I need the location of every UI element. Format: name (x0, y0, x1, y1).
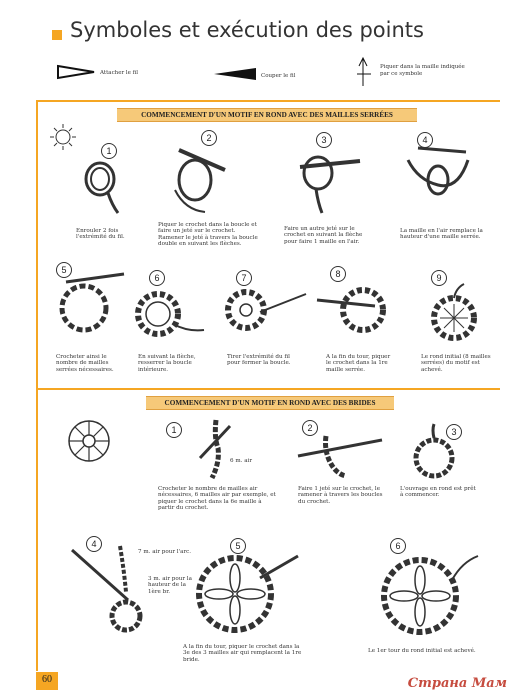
step-number: 4 (86, 536, 102, 552)
section2-title: COMMENCEMENT D'UN MOTIF EN ROND AVEC DES BRIDES (146, 396, 394, 410)
step-caption: L'ouvrage en rond est prêt à commencer. (400, 486, 476, 499)
step-number: 2 (201, 130, 217, 146)
yarn-loop-illustration (78, 155, 128, 215)
single-crochet-ring-illustration (46, 268, 126, 343)
step-number: 4 (417, 132, 433, 148)
legend-cut-label: Couper le fil (261, 73, 296, 79)
chain-ring-illustration (404, 424, 464, 484)
legend-insert-label: Piquer dans la maille indiquée par ce symbole (380, 64, 465, 77)
chain-note: 6 m. air (230, 458, 252, 464)
page-number: 60 (42, 674, 52, 685)
single-crochet-ring-illustration (128, 284, 208, 344)
step-number: 7 (236, 270, 252, 286)
step-caption: Crocheter ainsi le nombre de mailles serrées nécessaires. (56, 354, 114, 373)
step-caption: En suivant la flèche, resserrer la boucle intérieure. (138, 354, 196, 373)
step-number: 9 (431, 270, 447, 286)
step-number: 6 (390, 538, 406, 554)
step-caption: Le 1er tour du rond initial est achevé. (368, 648, 476, 654)
single-crochet-ring-illustration (220, 282, 310, 342)
finished-round-illustration (420, 282, 490, 352)
header-divider (36, 100, 500, 102)
hook-insert-arrow-icon (355, 56, 375, 88)
step-caption: Le rond initial (8 mailles serrées) du motif est achevé. (421, 354, 491, 373)
step-caption: A la fin du tour, piquer le crochet dans la 1re maille serrée. (326, 354, 391, 373)
chain-illustration (296, 430, 386, 480)
step-number: 1 (166, 422, 182, 438)
step-caption: Faire 1 jeté sur le crochet, le ramener à travers les boucles du crochet. (298, 486, 383, 505)
step-caption: Crocheter le nombre de mailles air nécessaires, 6 mailles air par exemple, et piquer le crochet dans la 6e maille à partir du crochet. (158, 486, 276, 512)
page-title: Symboles et exécution des points (70, 18, 424, 42)
double-crochet-round-illustration (190, 548, 300, 638)
step-number: 5 (230, 538, 246, 554)
double-crochet-ring-diagram (66, 418, 112, 464)
step-caption: Tirer l'extrémité du fil pour fermer la boucle. (227, 354, 291, 367)
watermark-logo: Страна Мам (407, 676, 507, 691)
hook-loop-illustration (398, 140, 478, 210)
step-caption: Faire un autre jeté sur le crochet en suivant la flèche pour faire 1 maille en l'air. (284, 226, 363, 245)
section1-title: COMMENCEMENT D'UN MOTIF EN ROND AVEC DES MAILLES SERRÉES (117, 108, 417, 122)
hook-loop-illustration (290, 145, 365, 215)
left-margin-rule (36, 101, 38, 671)
single-crochet-ring-illustration (315, 276, 405, 341)
attach-triangle-outline-icon (56, 64, 96, 80)
legend-attach-label: Attacher le fil (100, 70, 139, 76)
chain-illustration (190, 418, 240, 482)
step-caption: A la fin du tour, piquer le crochet dans la 3e des 3 mailles air qui remplacent la 1re bride. (183, 644, 302, 663)
sun-decoration-icon (50, 124, 76, 150)
hook-loop-illustration (165, 140, 235, 215)
arc-note: 7 m. air pour l'arc. (138, 549, 192, 555)
step-caption: Enrouler 2 fois l'extrémité du fil. (76, 228, 125, 241)
step-number: 3 (446, 424, 462, 440)
step-number: 5 (56, 262, 72, 278)
step-number: 6 (149, 270, 165, 286)
step-caption: Piquer le crochet dans la boucle et faire un jeté sur le crochet. Ramener le jeté à travers la boucle double en suivant les flèches. (158, 222, 258, 248)
step-number: 1 (101, 143, 117, 159)
title-bullet (52, 30, 62, 40)
cut-triangle-filled-icon (212, 66, 258, 82)
step-number: 8 (330, 266, 346, 282)
double-crochet-round-illustration (370, 550, 480, 640)
height-note: 3 m. air pour la hauteur de la 1ère br. (148, 576, 192, 595)
step-number: 3 (316, 132, 332, 148)
step-number: 2 (302, 420, 318, 436)
step-caption: La maille en l'air remplace la hauteur d'une maille serrée. (400, 228, 483, 241)
section-divider (36, 388, 500, 390)
